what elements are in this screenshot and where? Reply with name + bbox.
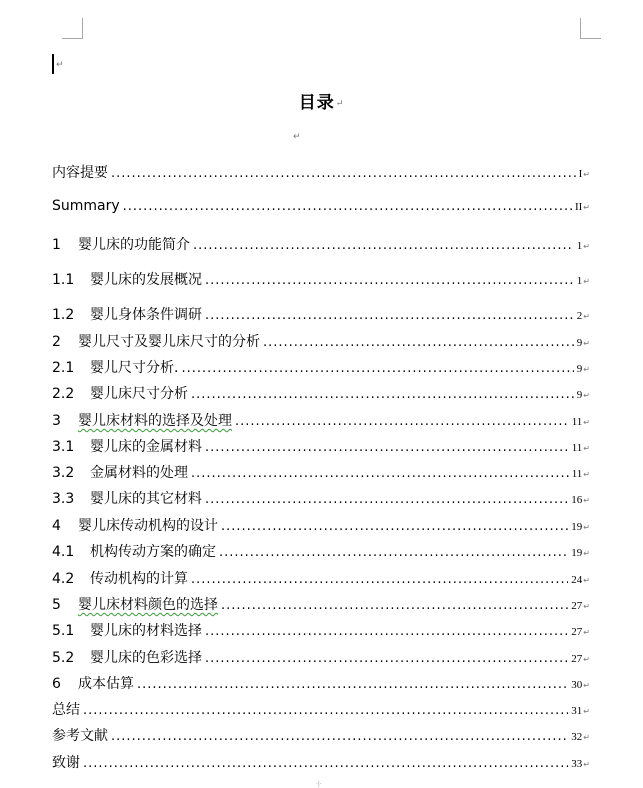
toc-entry[interactable] bbox=[52, 673, 590, 693]
toc-leader bbox=[205, 273, 574, 288]
toc-number: 2 bbox=[52, 334, 61, 350]
toc-number: 3.3 bbox=[52, 491, 75, 507]
paragraph-mark-icon: ↵ bbox=[583, 733, 590, 742]
paragraph-mark-icon: ↵ bbox=[583, 391, 590, 400]
toc-leader bbox=[205, 492, 568, 507]
toc-leader bbox=[83, 756, 568, 771]
toc-label: 传动机构的计算 bbox=[90, 571, 188, 587]
toc-leader bbox=[181, 361, 573, 376]
toc-leader bbox=[205, 624, 568, 639]
paragraph-mark-icon: ↵ bbox=[583, 470, 590, 479]
toc-label: 总结 bbox=[52, 702, 80, 718]
toc-entry[interactable] bbox=[52, 488, 590, 508]
toc-leader bbox=[205, 308, 574, 323]
toc-page: II bbox=[574, 201, 583, 213]
toc-entry[interactable] bbox=[52, 410, 590, 430]
toc-label: 婴儿尺寸及婴儿床尺寸的分析 bbox=[78, 334, 260, 350]
toc-number: 1.1 bbox=[52, 272, 75, 288]
toc-leader bbox=[111, 166, 576, 181]
toc-page: 30 bbox=[571, 679, 583, 691]
toc-entry[interactable] bbox=[52, 462, 590, 482]
toc-leader bbox=[235, 414, 569, 429]
paragraph-mark-icon: ↵ bbox=[583, 681, 590, 690]
toc-entry[interactable] bbox=[52, 647, 590, 667]
paragraph-mark-icon: ↵ bbox=[583, 365, 590, 374]
paragraph-mark-icon: ↵ bbox=[583, 655, 590, 664]
toc-number: 4.1 bbox=[52, 544, 75, 560]
toc-leader bbox=[193, 238, 574, 253]
toc-entry[interactable] bbox=[52, 725, 590, 745]
toc-entry[interactable] bbox=[52, 331, 590, 351]
toc-page: 33 bbox=[571, 758, 583, 770]
paragraph-mark-icon: ↵ bbox=[293, 132, 301, 142]
toc-page: 11 bbox=[571, 442, 583, 454]
toc-page: 1 bbox=[576, 275, 583, 287]
toc-page: 11 bbox=[571, 416, 583, 428]
toc-page: 2 bbox=[576, 310, 583, 322]
toc-page: 27 bbox=[571, 626, 583, 638]
toc-entry[interactable] bbox=[52, 568, 590, 588]
toc-number: 1 bbox=[52, 237, 61, 253]
toc-title bbox=[0, 88, 643, 113]
paragraph-mark-icon: ↵ bbox=[583, 523, 590, 532]
toc-leader bbox=[191, 572, 568, 587]
toc-number: 4 bbox=[52, 518, 61, 534]
toc-number: 6 bbox=[52, 676, 61, 692]
toc-number: 4.2 bbox=[52, 571, 75, 587]
toc-entry[interactable] bbox=[52, 515, 590, 535]
toc-number: 2.2 bbox=[52, 386, 75, 402]
toc-label: 婴儿床的其它材料 bbox=[90, 491, 202, 507]
toc-entry[interactable] bbox=[52, 357, 590, 377]
toc-number: 2.1 bbox=[52, 360, 75, 376]
paragraph-mark-icon: ↵ bbox=[583, 496, 590, 505]
toc-label: 婴儿床的材料选择 bbox=[90, 623, 202, 639]
paragraph-mark-icon: ↵ bbox=[583, 549, 590, 558]
paragraph-mark-icon: ↵ bbox=[583, 760, 590, 769]
toc-label: 婴儿床的金属材料 bbox=[90, 439, 202, 455]
toc-leader bbox=[205, 651, 568, 666]
toc-entry[interactable] bbox=[52, 269, 590, 289]
toc-entry[interactable] bbox=[52, 304, 590, 324]
toc-label: 致谢 bbox=[52, 755, 80, 771]
toc-entry[interactable] bbox=[52, 162, 590, 182]
toc-label: 成本估算 bbox=[78, 676, 134, 692]
toc-page: 31 bbox=[571, 705, 583, 717]
toc-page: 9 bbox=[576, 389, 583, 401]
paragraph-mark-icon: ↵ bbox=[583, 418, 590, 427]
paragraph-mark-icon: ↵ bbox=[56, 60, 64, 70]
toc-label: 参考文献 bbox=[52, 728, 108, 744]
toc-label: 婴儿床的发展概况 bbox=[90, 272, 202, 288]
toc-entry[interactable] bbox=[52, 436, 590, 456]
toc-number: 5.1 bbox=[52, 623, 75, 639]
toc-leader bbox=[221, 519, 568, 534]
toc-leader bbox=[191, 466, 569, 481]
toc-label: 婴儿身体条件调研 bbox=[90, 307, 202, 323]
paragraph-mark-icon: ↵ bbox=[583, 242, 590, 251]
toc-entry[interactable] bbox=[52, 699, 590, 719]
toc-entry[interactable] bbox=[52, 234, 590, 254]
toc-label: 婴儿尺寸分析. bbox=[90, 360, 179, 376]
toc-entry[interactable] bbox=[52, 620, 590, 640]
toc-leader bbox=[83, 703, 568, 718]
toc-page: 19 bbox=[571, 521, 583, 533]
toc-label: 婴儿床材料的选择及处理 bbox=[78, 413, 232, 429]
toc-page: 1 bbox=[576, 240, 583, 252]
toc-leader bbox=[205, 440, 569, 455]
toc-leader bbox=[111, 729, 568, 744]
toc-label: 婴儿床传动机构的设计 bbox=[78, 518, 218, 534]
toc-page: 16 bbox=[571, 494, 583, 506]
toc-label: 婴儿床尺寸分析 bbox=[90, 386, 188, 402]
toc-number: 5.2 bbox=[52, 650, 75, 666]
toc-leader bbox=[137, 677, 568, 692]
toc-page: I bbox=[578, 168, 583, 180]
toc-page: 11 bbox=[571, 468, 583, 480]
toc-page: 27 bbox=[571, 653, 583, 665]
toc-label: Summary bbox=[52, 198, 120, 214]
page-corner-mark-top-left bbox=[62, 18, 83, 39]
paragraph-mark-icon: ↵ bbox=[583, 444, 590, 453]
toc-leader bbox=[123, 199, 572, 214]
toc-label: 婴儿床的功能简介 bbox=[78, 237, 190, 253]
toc-page: 19 bbox=[571, 547, 583, 559]
page-corner-mark-top-right bbox=[580, 18, 601, 39]
toc-title-text: 目录 bbox=[298, 93, 335, 113]
paragraph-mark-icon: ↵ bbox=[583, 576, 590, 585]
toc-entry[interactable] bbox=[52, 594, 590, 614]
toc-number: 3.2 bbox=[52, 465, 75, 481]
toc-leader bbox=[263, 335, 574, 350]
toc-entry[interactable] bbox=[52, 752, 590, 772]
footer-mark-icon: ·|· bbox=[316, 781, 322, 788]
toc-leader bbox=[219, 545, 568, 560]
toc-number: 3.1 bbox=[52, 439, 75, 455]
toc-page: 24 bbox=[571, 574, 583, 586]
paragraph-mark-icon: ↵ bbox=[583, 602, 590, 611]
paragraph-mark-icon: ↵ bbox=[583, 170, 590, 179]
toc-label: 内容提要 bbox=[52, 165, 108, 181]
toc-entry[interactable] bbox=[52, 383, 590, 403]
paragraph-mark-icon: ↵ bbox=[335, 98, 345, 109]
toc-label: 金属材料的处理 bbox=[90, 465, 188, 481]
toc-number: 1.2 bbox=[52, 307, 75, 323]
paragraph-mark-icon: ↵ bbox=[583, 339, 590, 348]
toc-entry[interactable] bbox=[52, 198, 590, 214]
toc-page: 9 bbox=[576, 363, 583, 375]
paragraph-mark-icon: ↵ bbox=[583, 628, 590, 637]
toc-number: 3 bbox=[52, 413, 61, 429]
toc-page: 32 bbox=[571, 731, 583, 743]
toc-leader bbox=[191, 387, 574, 402]
toc-label: 婴儿床材料颜色的选择 bbox=[78, 597, 218, 613]
text-cursor[interactable] bbox=[52, 54, 54, 74]
toc-leader bbox=[221, 598, 568, 613]
toc-page: 27 bbox=[571, 600, 583, 612]
paragraph-mark-icon: ↵ bbox=[583, 203, 590, 212]
toc-page: 9 bbox=[576, 337, 583, 349]
toc-label: 机构传动方案的确定 bbox=[90, 544, 216, 560]
paragraph-mark-icon: ↵ bbox=[583, 312, 590, 321]
toc-label: 婴儿床的色彩选择 bbox=[90, 650, 202, 666]
paragraph-mark-icon: ↵ bbox=[583, 707, 590, 716]
toc-entry[interactable] bbox=[52, 541, 590, 561]
paragraph-mark-icon: ↵ bbox=[583, 277, 590, 286]
toc-number: 5 bbox=[52, 597, 61, 613]
